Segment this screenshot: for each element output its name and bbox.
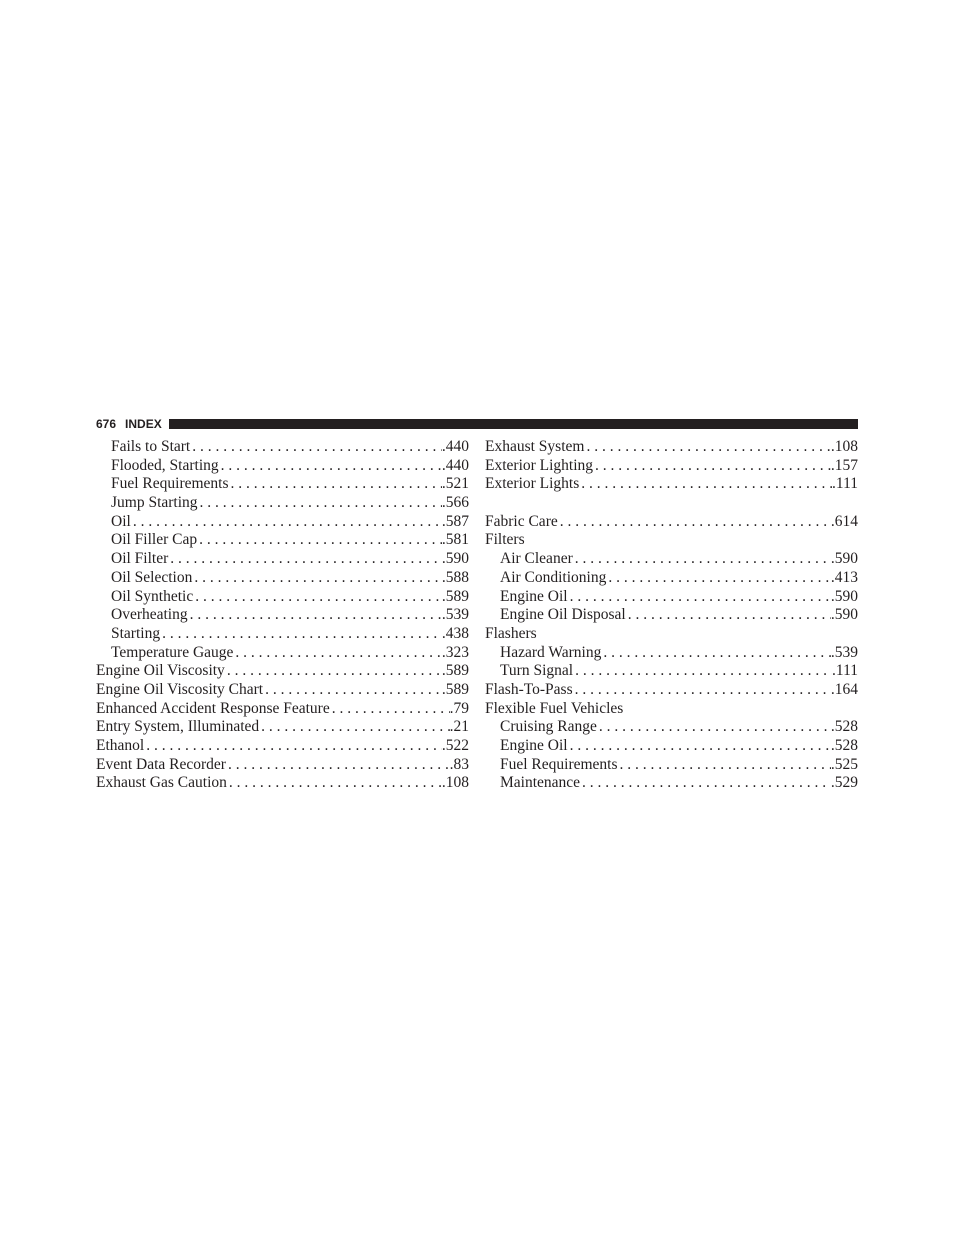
index-entry — [485, 513, 858, 532]
index-spacer — [485, 494, 858, 513]
dot-leader — [192, 569, 442, 588]
index-subentry — [485, 756, 858, 775]
index-subentry — [485, 569, 858, 588]
page-reference: . 440 — [442, 438, 469, 457]
dot-leader — [131, 513, 442, 532]
index-term: Overheating — [111, 606, 188, 624]
index-term: Flexible Fuel Vehicles — [485, 699, 624, 717]
page-reference: . 440 — [442, 457, 469, 476]
index-term: Ethanol — [96, 737, 145, 754]
dot-leader — [593, 457, 831, 476]
index-subentry — [96, 550, 469, 569]
dot-leader — [597, 718, 831, 737]
page-reference: . 589 — [442, 662, 469, 681]
index-subentry — [96, 457, 469, 476]
dot-leader — [568, 588, 831, 607]
index-column-left — [96, 438, 469, 793]
page-reference: . 21 — [450, 718, 469, 737]
dot-leader — [188, 606, 442, 625]
dot-leader — [558, 513, 831, 532]
page-reference: . 566 — [442, 494, 469, 513]
page-reference: . 164 — [831, 681, 858, 700]
index-column-right — [485, 438, 858, 793]
index-term: Flooded, Starting — [111, 456, 219, 474]
dot-leader — [144, 737, 442, 756]
dot-leader — [198, 494, 442, 513]
index-term: Exhaust System — [485, 438, 585, 455]
index-entry — [485, 531, 858, 550]
index-term: Jump Starting — [111, 494, 198, 512]
index-subentry — [485, 662, 858, 681]
header-rule — [169, 419, 858, 429]
dot-leader — [259, 718, 449, 737]
page-reference: . 539 — [831, 644, 858, 663]
index-subentry — [485, 718, 858, 737]
dot-leader — [193, 588, 442, 607]
page-reference: . 521 — [442, 475, 469, 494]
dot-leader — [573, 662, 832, 681]
index-entry — [96, 718, 469, 737]
index-term: Hazard Warning — [500, 643, 602, 661]
index-term: Air Conditioning — [500, 568, 607, 586]
index-term: Exhaust Gas Caution — [96, 774, 227, 792]
dot-leader — [225, 662, 442, 681]
page-reference: . 589 — [442, 588, 469, 607]
index-term: Engine Oil Disposal — [500, 606, 626, 624]
index-subentry — [485, 774, 858, 793]
page-reference: . 589 — [442, 681, 469, 700]
index-term: Flash-To-Pass — [485, 680, 573, 698]
index-term: Exterior Lights — [485, 475, 580, 493]
index-subentry — [96, 644, 469, 663]
index-subentry — [96, 531, 469, 550]
page-reference: . 108 — [442, 774, 469, 793]
page-reference: . 528 — [831, 718, 858, 737]
dot-leader — [226, 756, 450, 775]
index-term: Enhanced Accident Response Feature — [96, 699, 330, 717]
index-term: Entry System, Illuminated — [96, 718, 260, 736]
index-term: Cruising Range — [500, 718, 597, 736]
index-term: Filters — [485, 531, 525, 549]
index-entry — [96, 700, 469, 719]
page-reference: . 590 — [831, 606, 858, 625]
dot-leader — [626, 606, 831, 625]
page-reference: . 157 — [831, 457, 858, 476]
dot-leader — [168, 550, 442, 569]
page-reference: . 581 — [442, 531, 469, 550]
index-term: Fails to Start — [111, 438, 191, 455]
index-term: Oil Filter — [111, 550, 169, 568]
index-term: Temperature Gauge — [111, 643, 234, 661]
page-reference: . 529 — [831, 774, 858, 793]
index-term: Fuel Requirements — [500, 755, 618, 773]
index-term: Event Data Recorder — [96, 755, 226, 773]
index-subentry — [96, 606, 469, 625]
index-subentry — [485, 737, 858, 756]
index-term: Starting — [111, 624, 161, 642]
dot-leader — [263, 681, 442, 700]
index-term: Air Cleaner — [500, 550, 573, 568]
dot-leader — [573, 550, 831, 569]
page-reference: . 108 — [831, 438, 858, 457]
index-subentry — [96, 625, 469, 644]
index-entry — [485, 700, 858, 719]
index-entry — [485, 475, 858, 494]
index-entry — [485, 438, 858, 457]
dot-leader — [568, 737, 831, 756]
dot-leader — [229, 475, 442, 494]
dot-leader — [573, 681, 831, 700]
page-reference: . 522 — [442, 737, 469, 756]
index-subentry — [96, 494, 469, 513]
index-term: Engine Oil Viscosity — [96, 662, 225, 680]
page-reference: . 590 — [831, 588, 858, 607]
dot-leader — [160, 625, 442, 644]
index-term: Oil — [111, 512, 131, 530]
index-term: Oil Synthetic — [111, 587, 194, 605]
dot-leader — [197, 531, 442, 550]
page-reference: . 111 — [832, 662, 858, 681]
index-subentry — [96, 513, 469, 532]
index-term: Engine Oil Viscosity Chart — [96, 680, 264, 698]
index-entry — [96, 681, 469, 700]
index-term: Engine Oil — [500, 737, 568, 754]
page-reference: . 323 — [442, 644, 469, 663]
dot-leader — [330, 700, 450, 719]
index-entry — [96, 662, 469, 681]
index-subentry — [485, 550, 858, 569]
dot-leader — [233, 644, 441, 663]
dot-leader — [606, 569, 831, 588]
index-term: Oil Filler Cap — [111, 531, 198, 549]
index-subentry — [485, 588, 858, 607]
page-reference: . 614 — [831, 513, 858, 532]
index-entry — [485, 681, 858, 700]
page-reference: . 525 — [831, 756, 858, 775]
index-subentry — [96, 569, 469, 588]
index-term: Fuel Requirements — [111, 475, 229, 493]
page-reference: . 590 — [442, 550, 469, 569]
index-term: Oil Selection — [111, 568, 193, 586]
index-term: Turn Signal — [500, 662, 574, 680]
index-subentry — [96, 438, 469, 457]
section-title: INDEX — [125, 417, 162, 431]
page-reference: . 588 — [442, 569, 469, 588]
page-reference: . 79 — [450, 700, 469, 719]
page-reference: . 413 — [831, 569, 858, 588]
dot-leader — [227, 774, 442, 793]
page-reference: . 590 — [831, 550, 858, 569]
dot-leader — [601, 644, 831, 663]
index-entry — [96, 774, 469, 793]
dot-leader — [584, 438, 830, 457]
index-subentry — [485, 606, 858, 625]
page-reference: . 111 — [832, 475, 858, 494]
dot-leader — [618, 756, 831, 775]
page-reference: . 528 — [831, 737, 858, 756]
index-entry — [96, 756, 469, 775]
index-subentry — [96, 588, 469, 607]
index-subentry — [485, 644, 858, 663]
index-term: Maintenance — [500, 774, 581, 792]
page-number: 676 — [96, 417, 117, 431]
index-term: Fabric Care — [485, 512, 558, 530]
dot-leader — [190, 438, 442, 457]
dot-leader — [580, 774, 831, 793]
page-reference: . 438 — [442, 625, 469, 644]
index-subentry — [96, 475, 469, 494]
dot-leader — [219, 457, 442, 476]
index-entry — [485, 625, 858, 644]
page-reference: . 83 — [450, 756, 469, 775]
page-reference: . 587 — [442, 513, 469, 532]
index-term: Exterior Lighting — [485, 456, 594, 474]
page-reference: . 539 — [442, 606, 469, 625]
index-term: Flashers — [485, 624, 537, 642]
page-header — [96, 417, 858, 431]
index-term: Engine Oil — [500, 587, 568, 605]
dot-leader — [579, 475, 832, 494]
index-entry — [485, 457, 858, 476]
index-entry — [96, 737, 469, 756]
